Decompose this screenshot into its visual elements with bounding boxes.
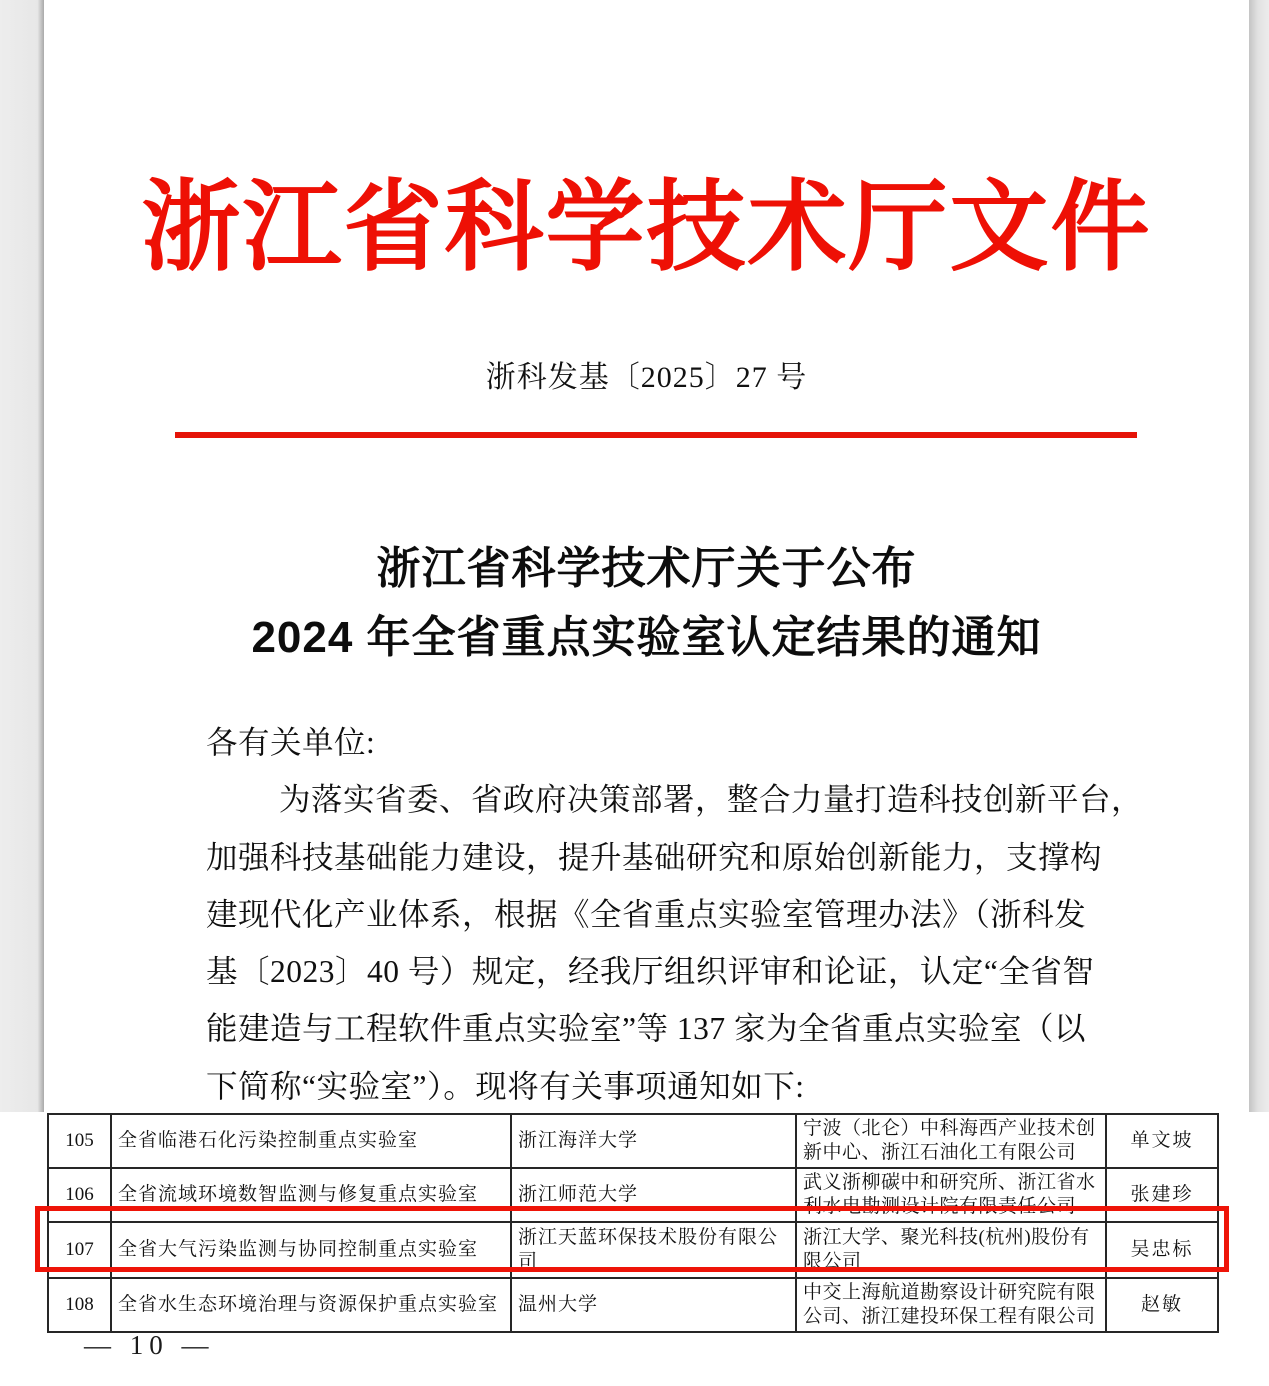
body-line: 为落实省委、省政府决策部署，整合力量打造科技创新平台， bbox=[279, 782, 1144, 818]
row-number-cell: 106 bbox=[48, 1168, 111, 1222]
partners-cell: 武义浙柳碳中和研究所、浙江省水利水电勘测设计院有限责任公司 bbox=[796, 1168, 1106, 1222]
lab-table bbox=[47, 1113, 1219, 1333]
director-cell: 单文坡 bbox=[1106, 1114, 1218, 1168]
institution-cell: 浙江师范大学 bbox=[511, 1168, 796, 1222]
row-number-cell: 107 bbox=[48, 1222, 111, 1278]
row-number-cell: 105 bbox=[48, 1114, 111, 1168]
lab-name-cell: 全省大气污染监测与协同控制重点实验室 bbox=[111, 1222, 511, 1278]
page-number: — 10 — bbox=[84, 1330, 215, 1360]
table-row bbox=[48, 1114, 1218, 1168]
table-row bbox=[48, 1278, 1218, 1332]
lab-name-cell: 全省水生态环境治理与资源保护重点实验室 bbox=[111, 1278, 511, 1332]
lab-name-cell: 全省流域环境数智监测与修复重点实验室 bbox=[111, 1168, 511, 1222]
body-line: 加强科技基础能力建设，提升基础研究和原始创新能力，支撑构 bbox=[206, 839, 1103, 875]
body-line: 下简称“实验室”）。现将有关事项通知如下: bbox=[206, 1068, 805, 1104]
notice-title bbox=[44, 534, 1249, 672]
body-line: 建现代化产业体系，根据《全省重点实验室管理办法》（浙科发 bbox=[206, 896, 1087, 932]
lab-name-cell: 全省临港石化污染控制重点实验室 bbox=[111, 1114, 511, 1168]
table-row-highlighted bbox=[48, 1222, 1218, 1278]
document-paper bbox=[44, 0, 1249, 1112]
institution-cell: 浙江天蓝环保技术股份有限公司 bbox=[511, 1222, 796, 1278]
document-number: 浙科发基〔2025〕27 号 bbox=[485, 361, 808, 394]
scan-margin-left bbox=[0, 0, 44, 1112]
institution-cell: 温州大学 bbox=[511, 1278, 796, 1332]
notice-title-line2: 2024 年全省重点实验室认定结果的通知 bbox=[251, 613, 1042, 662]
masthead-title: 浙江省科学技术厅文件 bbox=[141, 174, 1152, 283]
scan-margin-right bbox=[1249, 0, 1269, 1112]
table-row bbox=[48, 1168, 1218, 1222]
partners-cell: 浙江大学、聚光科技(杭州)股份有限公司 bbox=[796, 1222, 1106, 1278]
partners-cell: 宁波（北仑）中科海西产业技术创新中心、浙江石油化工有限公司 bbox=[796, 1114, 1106, 1168]
notice-title-line1: 浙江省科学技术厅关于公布 bbox=[376, 544, 917, 593]
partners-cell: 中交上海航道勘察设计研究院有限公司、浙江建投环保工程有限公司 bbox=[796, 1278, 1106, 1332]
director-cell: 吴忠标 bbox=[1106, 1222, 1218, 1278]
body-salutation: 各有关单位: bbox=[206, 725, 376, 760]
row-number-cell: 108 bbox=[48, 1278, 111, 1332]
red-divider-rule bbox=[175, 432, 1137, 438]
body-line: 基〔2023〕40 号）规定，经我厅组织评审和论证，认定“全省智 bbox=[206, 954, 1095, 990]
institution-cell: 浙江海洋大学 bbox=[511, 1114, 796, 1168]
director-cell: 张建珍 bbox=[1106, 1168, 1218, 1222]
lab-table-section bbox=[0, 1112, 1269, 1386]
director-cell: 赵敏 bbox=[1106, 1278, 1218, 1332]
body-line: 能建造与工程软件重点实验室”等 137 家为全省重点实验室（以 bbox=[206, 1011, 1086, 1047]
notice-body bbox=[206, 714, 1161, 1115]
